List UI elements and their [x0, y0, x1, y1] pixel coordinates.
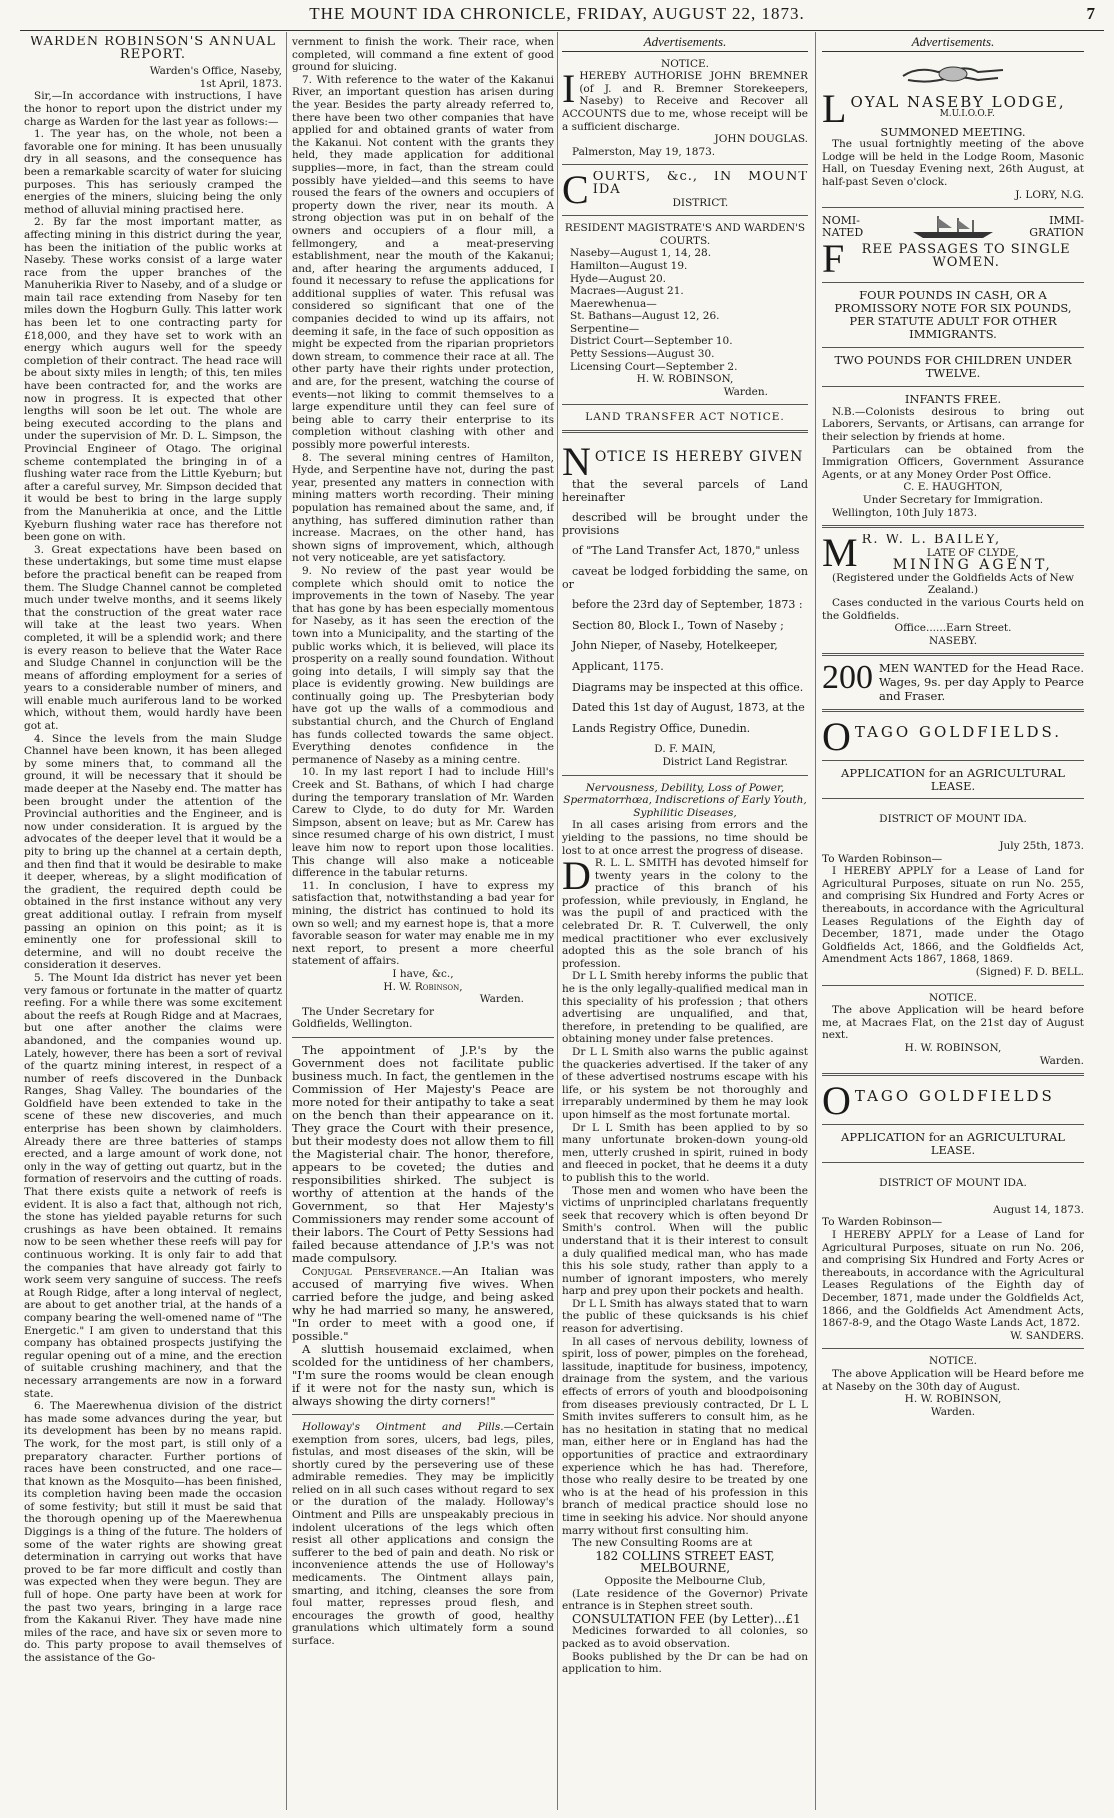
land-transfer-line: Applicant, 1175.	[572, 659, 664, 673]
application-to: To Warden Robinson—	[822, 852, 943, 865]
land-transfer-line: caveat be lodged forbidding the same, on or	[562, 565, 808, 591]
lodge-subtitle: M.U.I.O.O.F.	[939, 109, 995, 120]
ship-icon	[908, 214, 998, 240]
courts-signature: H. W. ROBINSON,	[636, 373, 734, 386]
section-header: Advertisements.	[562, 36, 808, 52]
fee-line: CONSULTATION FEE (by Letter)...£1	[572, 1611, 801, 1626]
item-title: Holloway's Ointment and Pills.	[302, 1420, 504, 1433]
drop-cap: I	[562, 66, 576, 112]
land-transfer-signature: D. F. MAIN,	[654, 743, 716, 756]
courts-list	[562, 247, 808, 373]
paragraph: (Registered under the Goldfields Acts of New Zealand.)	[832, 571, 1074, 597]
land-transfer-line: described will be brought under the provisions	[562, 511, 808, 537]
notice-text: The above Application will be heard before me, at Macraes Flat, on the 21st day of August next.	[822, 1004, 1084, 1042]
paragraph: 3. Great expectations have been based on these undertakings, but some time must elapse before the practical benefit can be reaped from them. The Sludge Channel cannot be completed much under twelve months, and it seems likely that the construction of the great water race will take at the least two years. When completed, it will be a splendid work; and there is every reason to believe that the Water Race and Sludge Channel in conjunction will be the means of affording employment for a series of years to a considerable number of miners, and will enable much auriferous land to be worked which, without them, would hardly have been got at.	[24, 543, 282, 733]
application-body: I HEREBY APPLY for a Lease of Land for Agricultural Purposes, situate on run No. 206, and comprising Six Hundred and Forty Acres or thereabouts, in accordance with the Agricultural Leases Regulations of the Eighth day of December, 1871, made under the Goldfields Act, 1866, and the Goldfields Act Amendment Acts, 1867-8-9, and the Otago Waste Lands Act, 1872.	[822, 1229, 1084, 1330]
court-entry: Licensing Court—September 2.	[570, 360, 738, 373]
courts-signature-title: Warden.	[723, 385, 768, 398]
nomi-right: IMMI-GRATION	[1029, 213, 1084, 240]
courts-subtitle: DISTRICT.	[672, 196, 729, 209]
divider	[822, 386, 1084, 387]
drop-cap: C	[562, 171, 589, 210]
paragraph: Dr L L Smith also warns the public against the quackeries advertised. If the taker of any of these advertised nostrums escape with his life, or his system be not thoroughly and irreparably undermined by them he may look upon himself as the most fortunate mortal.	[562, 1046, 808, 1121]
dateline-office: Warden's Office, Naseby,	[149, 65, 282, 78]
signature-name: C. E. HAUGHTON,	[903, 481, 1003, 494]
column-2	[292, 36, 554, 1810]
summoned-title: SUMMONED MEETING.	[880, 124, 1026, 139]
masthead	[0, 4, 1114, 30]
district-title: DISTRICT OF MOUNT IDA.	[879, 1177, 1027, 1190]
paragraph: Cases conducted in the various Courts held on the Goldfields.	[822, 597, 1084, 622]
paragraph: Dr L L Smith hereby informs the public that he is the only legally-qualified medical man in this speciality of his profession ; that others advertising are unqualified, and that, therefore, in pretending to be qualified, are obtaining money under false pretences.	[562, 970, 808, 1046]
land-transfer-body	[562, 479, 808, 735]
paragraph: 4. Since the levels from the main Sludge Channel have been known, it has been alleged by some miners that, to command all the ground, it will be necessary that it should be made deeper at the Naseby end. The matter has been brought under the attention of the Provincial authorities and the Engineer, and is now under consideration. It is argued by the advocates of the deeper level that it would be a pity to bring up the channel at a certain depth, and then find that it would be desirable to make it deeper, whereas, by a slight modification of the gradient, the required depth could be obtained in the first instance without any very great additional outlay. I refrain from myself passing an opinion on this point; as it is eminently one for professional skill to determine, and will no doubt receive the consideration it deserves.	[24, 732, 282, 972]
court-entry: Hamilton—August 19.	[570, 259, 688, 272]
divider	[562, 164, 808, 165]
courts-title: OURTS, &c., IN MOUNT IDA	[592, 171, 808, 197]
notice-text: The above Application will be Heard before me at Naseby on the 30th day of August.	[822, 1368, 1084, 1393]
land-transfer-line: Dated this 1st day of August, 1873, at the	[572, 701, 805, 715]
dateline-date: 1st April, 1873.	[199, 77, 282, 90]
addressee: The Under Secretary for Goldfields, Wellington.	[292, 1005, 434, 1031]
page-number: 7	[1086, 4, 1096, 23]
paragraph: R. L. L. SMITH has devoted himself for twenty years in the colony to the practice of this branch of his profession, while previously, in England, he was the pupil of and practiced with the celebrated Dr. R. T. Culverwell, the only medical practitioner who ever exclusively adopted this as the sole branch of his profession.	[562, 857, 808, 970]
paragraph: 11. In conclusion, I have to express my satisfaction that, notwithstanding a bad year for mining, the district has continued to hold its own so well; and my earnest hope is, that a more favorable season for water may enable me in my next report, to present a more cheerful statement of affairs.	[292, 879, 554, 968]
land-transfer-line: of "The Land Transfer Act, 1870," unless	[572, 544, 800, 558]
paragraph: (Late residence of the Governor) Private entrance is in Stephen street south.	[562, 1587, 808, 1613]
address-note: Opposite the Melbourne Club,	[604, 1574, 766, 1587]
column-4	[822, 36, 1084, 1810]
column-divider	[815, 32, 816, 1810]
divider	[822, 653, 1084, 656]
divider	[822, 760, 1084, 761]
notice-date: Palmerston, May 19, 1873.	[572, 145, 716, 158]
free-passages: REE PASSAGES TO SINGLE WOMEN.	[861, 242, 1071, 270]
drop-cap: L	[822, 89, 847, 126]
paragraph: In all cases of nervous debility, lowness of spirit, loss of power, pimples on the forehead, lassitude, inaptitude for business, impotency, drainage from the system, and the various effects of errors of youth and bloodpoisoning from diseases previously contracted, Dr L L Smith invites sufferers to consult him, as he has no hesitation in stating that no medical man, either here or in England has had the opportunities of practice and extraordinary experience which he has had. Therefore, those who really desire to be treated by one who is at the head of his profession in this branch of medical practice should lose no time in seeking his advice. Nor should anyone marry without first consulting him.	[562, 1335, 808, 1537]
otago-title: TAGO GOLDFIELDS	[854, 1087, 1055, 1106]
land-transfer-line: Section 80, Block I., Town of Naseby ;	[572, 618, 784, 632]
application-date: July 25th, 1873.	[999, 840, 1084, 852]
signature-name: H. W. ROBINSON,	[904, 1041, 1002, 1054]
divider	[822, 709, 1084, 712]
drop-cap: M	[822, 534, 858, 572]
paragraph: Books published by the Dr can be had on application to him.	[562, 1650, 808, 1676]
land-transfer-head: OTICE IS HEREBY GIVEN	[594, 449, 804, 466]
section-header: Advertisements.	[822, 36, 1084, 52]
top-rule	[20, 30, 1104, 31]
address: 182 COLLINS STREET EAST, MELBOURNE,	[595, 1548, 775, 1576]
drop-cap: O	[822, 1082, 851, 1119]
paragraph-jp: The appointment of J.P.'s by the Government does not facilitate public business much. In fact, the gentlemen in the Commission of Her Majesty's Peace are more noted for their antipathy to take a seat on the bench than their appearance on it. They grace the Court with their presence, but their modesty does not allow them to fill the Magisterial chair. The honor, therefore, appears to be coveted; the duties and responsibilities shirked. The subject is worthy of attention at the hands of the Government, so that Her Majesty's Commissioners may render some account of their labors. The Court of Petty Sessions had failed because attendance of J.P.'s was not made compulsory.	[292, 1042, 554, 1265]
divider	[562, 430, 808, 433]
notice-text: HEREBY AUTHORISE JOHN BREMNER (of J. and R. Bremner Storekeepers, Naseby) to Receive and Recover all ACCOUNTS due to me, whose receipt will be a sufficient discharge.	[562, 70, 808, 133]
application-to: To Warden Robinson—	[822, 1216, 943, 1229]
paragraph: A sluttish housemaid exclaimed, when scolded for the untidiness of her chambers, "I'm sure the rooms would be clean enough if it were not for the nasty sun, which is always showing the dirty corners!"	[292, 1341, 554, 1408]
paragraph: 10. In my last report I had to include Hill's Creek and St. Bathans, of which I had charge during the temporary translation of Mr. Warden Carew to Clyde, to do duty for Mr. Warden Simpson, absent on leave; but as Mr. Carew has since resumed charge of his own district, I must leave him now to report upon those localities. This change will also make a noticeable difference in the tabular returns.	[292, 766, 554, 880]
land-transfer-signature-title: District Land Registrar.	[662, 755, 788, 768]
application-title: APPLICATION for an AGRICULTURAL LEASE.	[841, 766, 1065, 793]
article-heading: WARDEN ROBINSON'S ANNUAL REPORT.	[29, 36, 277, 62]
divider	[822, 1162, 1084, 1163]
paragraph: 6. The Maerewhenua division of the district has made some advances during the year, but its development has been by no means rapid. The work, for the most part, is still only of a preparatory character. Further portions of races have been constructed, and one race—that known as the Mosquito—has been finished, its completion having been made the occasion of some festivity; but still it must be said that the thorough opening up of the Maerewhenua Diggings is a thing of the future. The holders of some of the water rights are showing great determination in carrying out works that have proved to be far more difficult and costly than was expected when they were begun. They are full of hope. One party have been at work for the past two years, bringing in a large race from the Kakanui River. They have made nine miles of the race, and have six or seven more to do. This party propose to avail themselves of the assistance of the Go-	[24, 1400, 282, 1664]
item-text: —An Italian was accused of marrying five wives. When carried before the judge, and being asked why he had married so many, he answered, "In order to meet with a good one, if possible."	[292, 1263, 554, 1343]
signature-title: Under Secretary for Immigration.	[862, 493, 1044, 506]
notice-title: NOTICE.	[661, 57, 709, 70]
men-number: 200	[822, 662, 873, 697]
land-transfer-line: that the several parcels of Land hereinafter	[562, 478, 808, 504]
land-transfer-title: LAND TRANSFER ACT NOTICE.	[585, 411, 785, 424]
lodge-signature: J. LORY, N.G.	[1015, 188, 1084, 201]
court-entry: St. Bathans—August 12, 26.	[570, 310, 720, 323]
lodge-title: OYAL NASEBY LODGE,	[850, 92, 1066, 111]
paragraph: N.B.—Colonists desirous to bring out Laborers, Servants, or Artisans, can arrange for their selection by friends at home.	[822, 405, 1084, 443]
land-transfer-line: Lands Registry Office, Dunedin.	[572, 721, 751, 735]
application-body: I HEREBY APPLY for a Lease of Land for Agricultural Purposes, situate on run No. 255, and comprising Six Hundred and Forty Acres or thereabouts, in accordance with the Agricultural Leases Regulations of the Eighth day of December, 1871, made under the Otago Goldfields Act, 1866, and the Goldfields Act, Amendment Acts 1867, 1868, 1869.	[822, 865, 1084, 966]
infants-free: INFANTS FREE.	[904, 392, 1002, 407]
ad-title: Nervousness, Debility, Loss of Power, Spermatorrhœa, Indiscretions of Early Youth, Syphilitic Diseases,	[563, 781, 807, 819]
application-signature: W. SANDERS.	[1010, 1329, 1084, 1342]
court-entry: Maerewhenua—	[570, 297, 657, 310]
land-transfer-line: John Nieper, of Naseby, Hotelkeeper,	[572, 639, 778, 653]
bailey-town: NASEBY.	[928, 634, 978, 647]
paragraph: 1. The year has, on the whole, not been a favorable one for mining. It has been unusually dry in all seasons, and the consequence has been a remarkable scarcity of water for sluicing purposes. This has seriously cramped the energies of the miners, sluicing being the only method of alluvial mining practised here.	[24, 128, 282, 216]
land-transfer-line: before the 23rd day of September, 1873 :	[572, 598, 803, 612]
paragraph: Particulars can be obtained from the Immigration Officers, Government Assurance Agents, or at any Money Order Post Office.	[822, 443, 1084, 481]
signature-name: H. W. Robinson,	[383, 980, 463, 993]
divider	[822, 985, 1084, 986]
court-entry: Naseby—August 1, 14, 28.	[570, 247, 712, 260]
divider	[562, 215, 808, 216]
court-entry: Petty Sessions—August 30.	[570, 348, 715, 361]
paragraph: 9. No review of the past year would be complete which should omit to notice the improvements in the town of Naseby. The year that has gone by has been especially momentous for Naseby, as it has seen the erection of the town into a Municipality, and the starting of the public works which, it is believed, will place its prosperity on a really sound foundation. Without going into details, I will simply say that the place is evidently growing. New buildings are continually going up. The Presbyterian body have got up the walls of a commodious and substantial church, and the Church of England has funds collected towards the same object. Everything denotes confidence in the permanence of Naseby as a mining centre.	[292, 564, 554, 766]
paragraph: Those men and women who have been the victims of unprincipled charlatans frequently seek that recovery which is often beyond Dr Smith's control. When will the public understand that it is their interest to consult a duly qualified medical man, who has made this his sole study, rather than apply to a number of ignorant imposters, who merely harp and prey upon their pockets and health.	[562, 1184, 808, 1298]
bailey-late: LATE OF CLYDE,	[926, 546, 1019, 559]
otago-title: TAGO GOLDFIELDS.	[854, 723, 1063, 742]
column-3	[562, 36, 808, 1810]
notice-title: NOTICE.	[929, 1355, 977, 1368]
paragraph: 2. By far the most important matter, as affecting mining in this district during the year, has been the initiation of the public works at Naseby. These works consist of a large water race from the upper branches of the Manuherikia River to Naseby, and of a sludge or main tail race extending from Naseby for ten miles down the Hogburn Gully. This latter work has been let to one contracting party for £18,000, and they have set to work with an energy which augurs well for the speedy completion of their contract. The head race will be about sixty miles in length; of this, ten miles have been contracted for, and the works are now in progress. It is expected that other lengths will soon be let out. The whole are being executed according to the plans and under the supervision of Mr. D. L. Simpson, the Provincial Engineer of Otago. The original scheme contemplated the bringing in of a flushing water race from the Little Kyeburn; but after a careful survey, Mr. Simpson decided that it would be best to bring in the large supply from the Manuherikia at once, and the Little Kyeburn flushing water race has therefore not been gone on with.	[24, 216, 282, 544]
drop-cap: D	[562, 853, 591, 899]
divider	[822, 347, 1084, 348]
clasped-hands-icon	[898, 58, 1008, 88]
divider	[822, 1124, 1084, 1125]
paragraph: Dr L L Smith has been applied to by so many unfortunate broken-down young-old men, utterly crushed in spirit, ruined in body and fleeced in pocket, that he deems it a duty to publish this to the world.	[562, 1121, 808, 1184]
court-entry: Macraes—August 21.	[570, 285, 684, 298]
divider	[822, 1073, 1084, 1076]
item-title: Conjugal Perseverance.	[302, 1263, 442, 1278]
divider	[562, 775, 808, 776]
divider	[822, 207, 1084, 208]
paragraph: vernment to finish the work. Their race, when completed, will command a fine extent of good ground for sluicing.	[292, 36, 554, 74]
court-entry: Serpentine—	[570, 322, 640, 335]
paragraph: The usual fortnightly meeting of the above Lodge will be held in the Lodge Room, Masonic Hall, on Tuesday Evening next, 26th August, at half-past Seven o'clock.	[822, 138, 1084, 188]
drop-cap: F	[822, 240, 845, 277]
signature-name: H. W. ROBINSON,	[904, 1393, 1002, 1406]
column-divider	[286, 32, 287, 1810]
bailey-title: R. W. L. BAILEY,	[861, 534, 1002, 548]
drop-cap: N	[562, 443, 591, 480]
masthead-title: THE MOUNT IDA CHRONICLE, FRIDAY, AUGUST 22, 1873.	[309, 4, 805, 23]
divider	[292, 1414, 554, 1415]
drop-cap: O	[822, 718, 851, 755]
courts-head: RESIDENT MAGISTRATE'S AND WARDEN'S COURTS.	[564, 222, 806, 247]
divider	[822, 798, 1084, 799]
paragraph: Medicines forwarded to all colonies, so packed as to avoid observation.	[562, 1625, 808, 1650]
divider	[562, 404, 808, 405]
column-1	[24, 36, 282, 1810]
notice-signature: JOHN DOUGLAS.	[714, 133, 808, 146]
paragraph: 5. The Mount Ida district has never yet been very famous or fortunate in the matter of quartz reefing. For a while there was some excitement about the reefs at Rough Ridge and at Macraes, but one after another the claims were abandoned, and the companies wound up. Lately, however, there has been a sort of revival of the quartz mining interest, in respect of a number of reefs discovered in the Dunback Ranges, Shag Valley. The boundaries of the Goldfield have been extended to take in the scene of these new discoveries, and much enterprise has been shown by claimholders. Already there are three batteries of stamps erected, and a large amount of work done, not only in the way of getting out quartz, but in the formation of reservoirs and the cutting of roads. That there exists quite a network of reefs is evident. It is also a fact that, although not rich, the stone has yielded payable returns for such crushings as have been obtained. It remains now to be seen whether these reefs will pay for continuous working. It is only fair to add that the companies that have already got fairly to work seem very sanguine of success. The reefs at Rough Ridge, after a long interval of neglect, are about to get another trial, at the hands of a company bearing the well-omened name of "The Energetic." I am given to understand that this company has obtained prospects justifying the regular opening out of a mine, and the erection of suitable crushing machinery, and that the necessary arrangements are now in a forward state.	[24, 971, 282, 1400]
signature-title: Warden.	[930, 1405, 976, 1418]
notice-title: NOTICE.	[929, 991, 977, 1004]
signature-line: I have, &c.,	[392, 967, 454, 980]
court-entry: Hyde—August 20.	[570, 272, 666, 285]
salutation: Sir,—In accordance with instructions, I have the honor to report upon the district under my charge as Warden for the last year as follows:—	[24, 90, 282, 128]
signature-title: Warden.	[1039, 1054, 1084, 1067]
application-signature: (Signed) F. D. BELL.	[975, 965, 1084, 978]
paragraph: The new Consulting Rooms are at	[572, 1537, 753, 1550]
application-title: APPLICATION for an AGRICULTURAL LEASE.	[841, 1130, 1065, 1157]
divider	[822, 282, 1084, 283]
divider	[292, 1037, 554, 1038]
item-text: —Certain exemption from sores, ulcers, bad legs, piles, fistulas, and most diseases of the skin, will be shortly cured by the persevering use of these admirable remedies. They may be implicitly relied on in all such cases without regard to sex or the duration of the malady. Holloway's Ointment and Pills are unspeakably precious in indolent ulcerations of the legs which often resist all other applications and consign the sufferer to the bed of pain and death. No risk or inconvenience attends the use of Holloway's medicaments. The Ointment allays pain, smarting, and itching, cleanses the sore from foul matter, represses proud flesh, and encourages the growth of good, healthy granulations which ultimately form a sound surface.	[292, 1420, 554, 1647]
paragraph: 8. The several mining centres of Hamilton, Hyde, and Serpentine have not, during the past year, presented any matters in connection with mining matters worth recording. Their mining population has remained about the same, and, if anything, has suffered diminution rather than increase. Macraes, on the other hand, has shown signs of improvement, which, although not very noticeable, are yet satisfactory.	[292, 451, 554, 565]
paragraph: Dr L L Smith has always stated that to warn the public of these quicksands is his chief reason for advertising.	[562, 1297, 808, 1336]
district-title: DISTRICT OF MOUNT IDA.	[879, 813, 1027, 826]
application-date: August 14, 1873.	[993, 1203, 1084, 1216]
two-pounds: TWO POUNDS FOR CHILDREN UNDER TWELVE.	[834, 353, 1072, 381]
bailey-agent: MINING AGENT,	[892, 557, 1053, 572]
divider	[822, 1348, 1084, 1349]
signature-title: Warden.	[479, 993, 524, 1006]
column-divider	[557, 32, 558, 1810]
bailey-office: Office......Earn Street.	[894, 622, 1012, 635]
men-text: MEN WANTED for the Head Race. Wages, 9s. per day Apply to Pearce and Fraser.	[879, 662, 1084, 703]
land-transfer-line: Diagrams may be inspected at this office.	[572, 680, 804, 694]
court-entry: District Court—September 10.	[570, 335, 733, 348]
nomi-left: NOMI-NATED	[822, 213, 864, 240]
paragraph: 7. With reference to the water of the Kakanui River, an important question has arisen during the year. Besides the party already referred to, there have been two other companies that have applied for and obtained grants of water from the Kakanui. Not content with the grants they held, they made application for additional supplies—more, in fact, than the stream could possibly have yielded—and this seems to have roused the fears of the owners and occupiers of property down the river, near its mouth. A strong objection was put in on behalf of the owners and occupiers of a flour mill, a fellmongery, and a meat-preserving establishment, near the mouth of the Kakanui; and, after hearing the arguments adduced, I found it necessary to refuse the applications for additional supplies of water. This refusal was considered so significant that one of the companies decided to wind up its affairs, not deeming it safe, in the face of such opposition as might be expected from the riparian proprietors down stream, to commence their race at all. The other party have their rights under protection, and are, for the present, watching the course of events—not liking to commit themselves to a large expenditure until they can feel sure of being able to carry their enterprise to its completion without clashing with other and possibly more powerful interests.	[292, 73, 554, 451]
divider	[822, 525, 1084, 528]
paragraph: In all cases arising from errors and the yielding to the passions, no time should be lost to at once arrest the progress of disease.	[562, 819, 808, 857]
dateline: Wellington, 10th July 1873.	[832, 506, 978, 519]
four-pounds: FOUR POUNDS IN CASH, OR A PROMISSORY NOTE FOR SIX POUNDS, PER STATUTE ADULT FOR OTHER IMMIGRANTS.	[834, 288, 1072, 342]
